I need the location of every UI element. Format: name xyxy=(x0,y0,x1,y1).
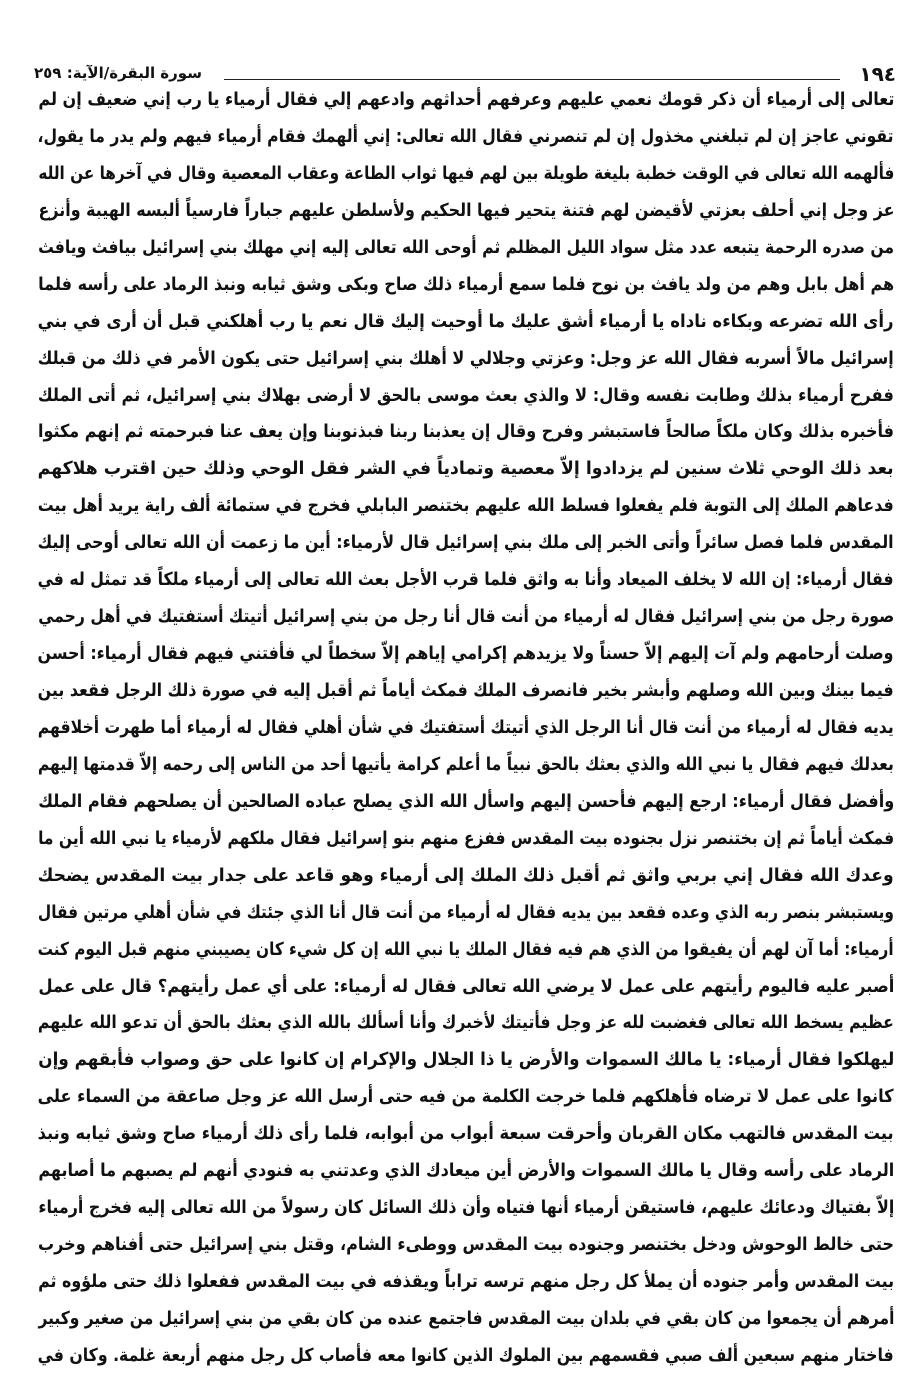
header-rule xyxy=(224,79,840,80)
text-line-content: بعدلك فيهم فقال يا نبي الله والذي بعثك بالحق نبياً ما أعلم كرامة يأتيها أحد من الناس إلى رحمه إلاّ قدمتها إليهم xyxy=(38,753,894,775)
text-line-content: وصلت أرحامهم ولم آت إليهم إلاّ حسناً ولا يزيدهم إكرامي إياهم إلاّ سخطاً لي فأفتني فيهم فقال أرمياء: أحسن xyxy=(38,643,894,665)
text-line-content: ليهلكوا فقال أرمياء: يا مالك السموات والأرض يا ذا الجلال والإكرام إن كانوا على حق وصواب فأبقهم وإن xyxy=(38,1049,894,1071)
text-line-content: من صدره الرحمة يتبعه عدد مثل سواد الليل المظلم ثم أوحى الله تعالى إليه إني مهلك بني إسرائيل بيافث ويافث xyxy=(38,236,894,258)
text-line-content: صورة رجل من بني إسرائيل فقال له أرمياء من أنت قال أنا رجل من بني إسرائيل أتيتك أستفتيك في أهل رحمي xyxy=(38,606,894,628)
text-line-content: فدعاهم الملك إلى التوبة فلم يفعلوا فسلط الله عليهم بختنصر البابلي فخرج في ستمائة ألف راية يريد أهل بيت xyxy=(38,495,894,517)
text-line-content: وأفضل فقال أرمياء: ارجع إليهم فأحسن إليهم واسأل الله الذي يصلح عباده الصالحين أن يصلحهم فقام الملك xyxy=(38,790,894,812)
text-line xyxy=(38,821,894,858)
text-line-content: أصبر عليه فاليوم رأيتهم على عمل لا يرضي الله تعالى فقال له أرمياء: على أي عمل رأيتهم؟ قال على عمل xyxy=(38,975,894,997)
text-line-content: أمرهم أن يجمعوا من كان بقي في بلدان بيت المقدس فاجتمع عنده من كان بقي من بني إسرائيل من صغير وكبير xyxy=(38,1307,894,1329)
text-line xyxy=(38,230,894,267)
text-line xyxy=(38,1153,894,1190)
text-line xyxy=(38,119,894,156)
text-line-content: هم أهل بابل وهم من ولد يافث بن نوح فلما سمع أرمياء ذلك صاح وبكى وشق ثيابه ونبذ الرماد على رأسه فلما xyxy=(38,273,894,295)
text-line xyxy=(38,969,894,1006)
text-line xyxy=(38,1264,894,1301)
text-line xyxy=(38,1227,894,1264)
text-line-content: عظيم يسخط الله تعالى فغضبت لله عز وجل فأتيتك لأخبرك وأنا أسألك بالله الذي بعثك بالحق أن تدعو الله عليهم xyxy=(38,1012,894,1034)
page-number: ١٩٤ xyxy=(859,62,896,86)
text-line-content: بيت المقدس فالتهب مكان القربان وأحرقت سبعة أبواب من أبوابه، فلما رأى ذلك أرمياء صاح وشق ثيابه ونبذ xyxy=(38,1123,894,1145)
text-line-content: حتى خالط الوحوش ودخل بختنصر وجنوده بيت المقدس ووطىء الشام، وقتل بني إسرائيل حتى أفناهم وخرب xyxy=(38,1234,894,1256)
text-line xyxy=(38,710,894,747)
text-line xyxy=(38,378,894,415)
page-body-text xyxy=(38,82,894,1375)
text-line xyxy=(38,1190,894,1227)
text-line-content: تقوني عاجز إن لم تبلغني مخذول إن لم تنصرني فقال الله تعالى: إني ألهمك فقام أرمياء فيهم ولم يدر ما يقول، xyxy=(38,125,894,147)
text-line xyxy=(38,1079,894,1116)
text-line-content: رأى الله تضرعه وبكاءه ناداه يا أرمياء أشق عليك ما أوحيت إليك قال نعم يا رب أهلكني قبل أن أرى في بني xyxy=(38,310,894,332)
text-line xyxy=(38,895,894,932)
text-line xyxy=(38,82,894,119)
text-line-content: يديه فقال له أرمياء من أنت قال أنا الرجل الذي أتيتك أستفتيك في شأن أهلي فقال له أرمياء أما طهرت أخلاقهم xyxy=(38,716,894,738)
text-line xyxy=(38,451,894,488)
text-line-content: أرمياء: أما آن لهم أن يفيقوا من الذي هم فيه فقال الملك يا نبي الله إن كل شيء كان يصيبني منهم قبل اليوم كنت xyxy=(38,938,894,960)
text-line-content: إسرائيل مالاً أسربه فقال الله عز وجل: وعزتي وجلالي لا أهلك بني إسرائيل حتى يكون الأمر في ذلك من قبلك xyxy=(38,347,894,369)
text-line xyxy=(38,599,894,636)
text-line-content: فمكث أياماً ثم إن بختنصر نزل بجنوده بيت المقدس ففزع منهم بنو إسرائيل فقال ملكهم لأرمياء يا نبي الله أين ما xyxy=(38,827,894,849)
text-line-content: بعد ذلك الوحي ثلاث سنين لم يزدادوا إلاّ معصية وتمادياً في الشر فقل الوحي وذلك حين اقترب هلاكهم xyxy=(38,458,894,480)
text-line xyxy=(38,525,894,562)
text-line-content: بيت المقدس وأمر جنوده أن يملأ كل رجل منهم ترسه تراباً ويقذفه في بيت المقدس ففعلوا ذلك حتى ملؤوه ثم xyxy=(38,1271,894,1292)
text-line xyxy=(38,784,894,821)
running-title: سورة البقرة/الآية: ٢٥٩ xyxy=(34,64,202,82)
text-line-content: فأخبره بذلك وكان ملكاً صالحاً فاستبشر وفرح وقال إن يعذبنا ربنا فبذنوبنا وإن يعف عنا فبرحمته ثم إنهم مكثوا xyxy=(38,421,894,443)
text-line xyxy=(38,414,894,451)
text-line-content: عز وجل إني أحلف بعزتي لأقيضن لهم فتنة يتحير فيها الحكيم ولأسلطن عليهم جباراً فارسياً ألبسه الهيبة وأنزع xyxy=(38,199,894,221)
text-line xyxy=(38,1005,894,1042)
text-line xyxy=(38,488,894,525)
text-line-content: الرماد على رأسه وقال يا مالك السموات والأرض أين ميعادك الذي وعدتني به فنودي أنهم لم يصبهم ما أصابهم xyxy=(38,1160,894,1182)
text-line xyxy=(38,193,894,230)
text-line xyxy=(38,673,894,710)
text-line-content: فيما بينك وبين الله وصلهم وأبشر بخير فانصرف الملك فمكث أياماً ثم أقبل إليه في صورة ذلك الرجل فقعد بين xyxy=(38,680,894,701)
text-line xyxy=(38,267,894,304)
text-line xyxy=(38,858,894,895)
text-line-content: فقال أرمياء: إن الله لا يخلف الميعاد وأنا به واثق فلما قرب الأجل بعث الله تعالى إلى أرمياء ملكاً قد تمثل له في xyxy=(38,569,894,591)
text-line xyxy=(38,1301,894,1338)
text-line xyxy=(38,562,894,599)
text-line-content: ففرح أرمياء بذلك وطابت نفسه وقال: لا والذي بعث موسى بالحق لا أرضى بهلاك بني إسرائيل، ثم أتى الملك xyxy=(38,384,894,406)
text-line xyxy=(38,156,894,193)
text-line-content: إلاّ بفتياك ودعائك عليهم، فاستيقن أرمياء أنها فتياه وأن ذلك السائل كان رسولاً من الله تعالى إليه فخرج أرمياء xyxy=(38,1197,894,1219)
text-line xyxy=(38,1042,894,1079)
text-line-content: وعدك الله فقال إني بربي واثق ثم أقبل ذلك الملك إلى أرمياء وهو قاعد على جدار بيت المقدس يضحك xyxy=(38,864,894,886)
text-line xyxy=(38,341,894,378)
text-line-content: ويستبشر بنصر ربه الذي وعده فقعد بين يديه فقال له أرمياء من أنت قال أنا الذي جئتك في شأن أهلي مرتين فقال xyxy=(38,901,894,923)
text-line xyxy=(38,747,894,784)
text-line xyxy=(38,304,894,341)
text-line-content: فألهمه الله تعالى في الوقت خطبة بليغة طويلة بين لهم فيها ثواب الطاعة وعقاب المعصية وقال في آخرها عن الله xyxy=(38,162,894,184)
text-line-content: تعالى إلى أرمياء أن ذكر قومك نعمي عليهم وعرفهم أحداثهم وادعهم إلي فقال أرمياء يا رب إني ضعيف إن لم xyxy=(38,89,894,110)
text-line xyxy=(38,932,894,969)
text-line-content: المقدس فلما فصل سائراً وأتى الخبر إلى ملك بني إسرائيل قال لأرمياء: أين ما زعمت أن الله تعالى أوحى إليك xyxy=(38,532,894,554)
text-line xyxy=(38,1338,894,1375)
text-line-content: فاختار منهم سبعين ألف صبي فقسمهم بين الملوك الذين كانوا معه فأصاب كل رجل منهم أربعة غلمة. وكان في xyxy=(38,1344,894,1366)
text-line-content: كانوا على عمل لا ترضاه فأهلكهم فلما خرجت الكلمة من فيه حتى أرسل الله عز وجل صاعقة من السماء على xyxy=(38,1086,894,1108)
text-line xyxy=(38,1116,894,1153)
text-line xyxy=(38,636,894,673)
